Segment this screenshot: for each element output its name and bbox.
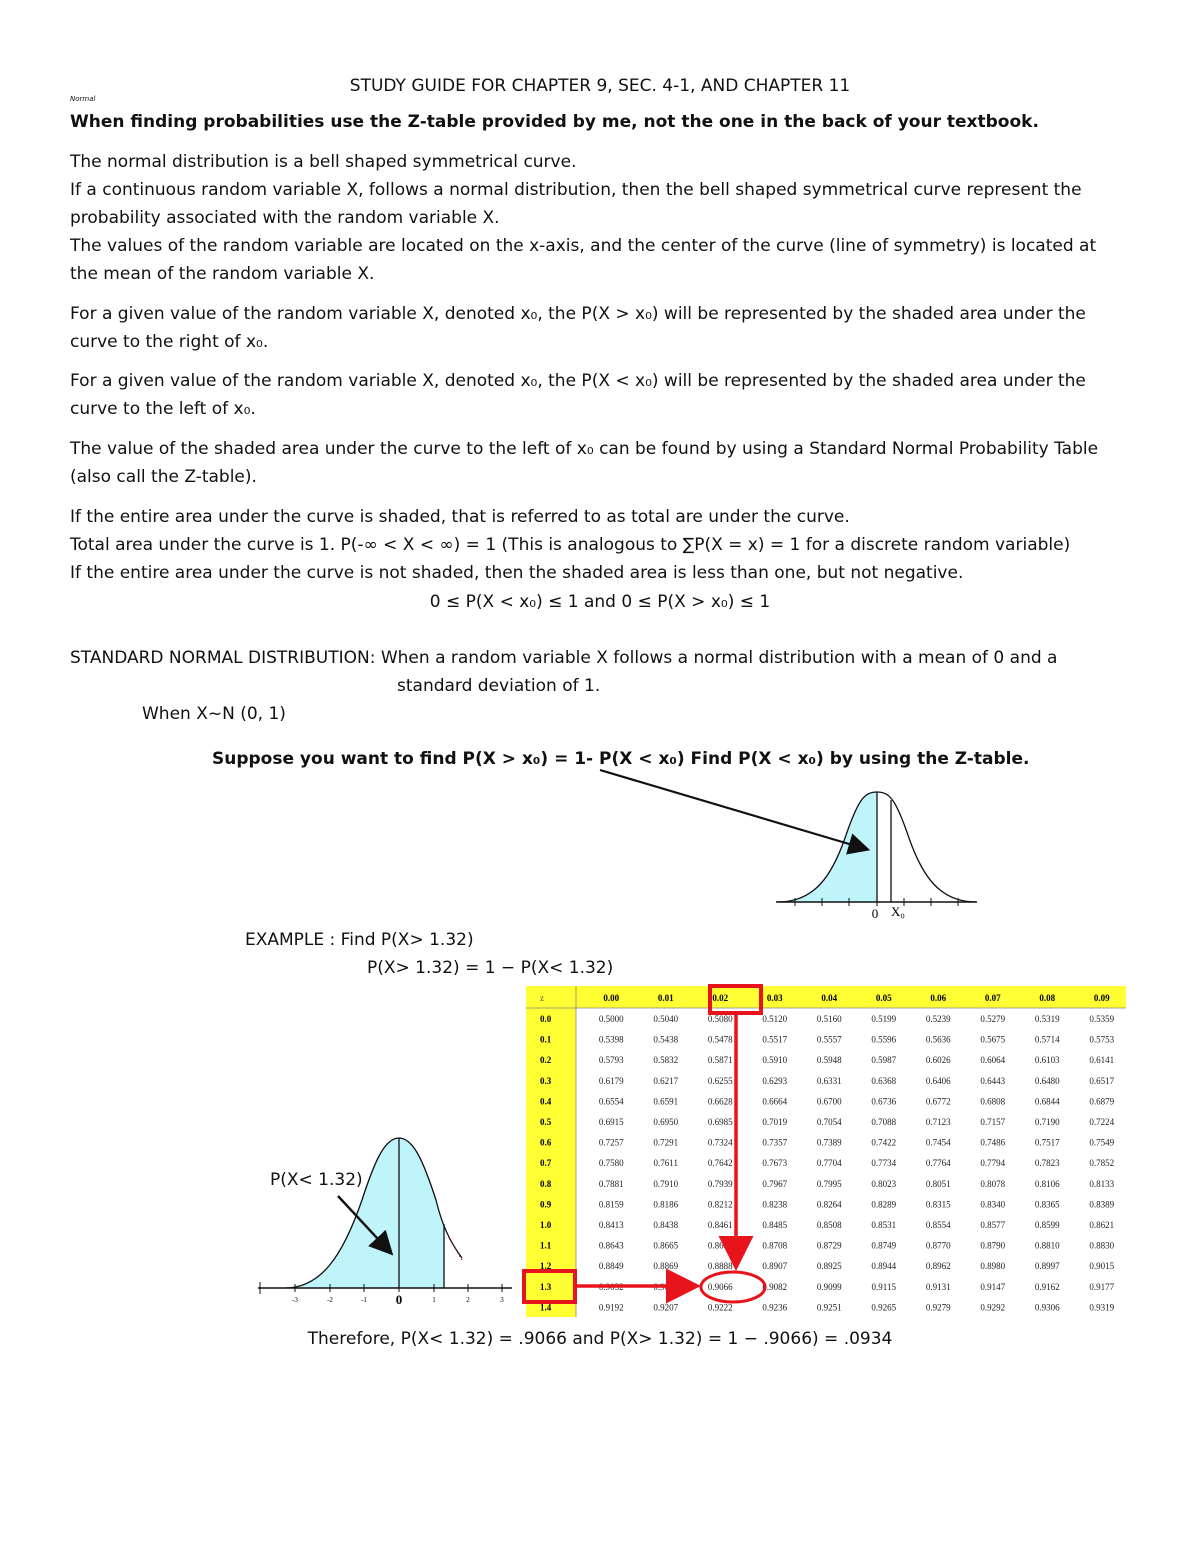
z-table-cell: 0.9292 xyxy=(980,1302,1006,1313)
z-table-cell: 0.8078 xyxy=(980,1178,1006,1189)
z-table-cell: 0.7704 xyxy=(816,1158,842,1169)
z-table-cell: 0.9319 xyxy=(1089,1302,1115,1313)
para3-line: For a given value of the random variable X, denoted x₀, the P(X < x₀) will be represented by the shaded area under the xyxy=(70,371,1086,391)
z-table-cell: 0.7794 xyxy=(980,1158,1006,1169)
z-table-column-header: 0.00 xyxy=(603,993,620,1003)
z-table-cell: 0.5040 xyxy=(653,1014,679,1024)
z-table-cell: 0.7910 xyxy=(653,1178,679,1189)
curve2-tick-label: -3 xyxy=(292,1296,298,1304)
distribution-notation: When X~N (0, 1) xyxy=(142,704,286,724)
z-table-cell: 0.9265 xyxy=(871,1302,897,1313)
z-table-cell: 0.9015 xyxy=(1089,1261,1115,1272)
z-table-cell: 0.9147 xyxy=(980,1281,1006,1292)
z-table-row-header: 0.6 xyxy=(540,1137,552,1148)
z-table-cell: 0.7852 xyxy=(1089,1158,1115,1169)
curve1-x0-label: X₀ xyxy=(891,904,905,919)
z-table-cell: 0.7054 xyxy=(816,1117,842,1127)
z-table-cell: 0.8621 xyxy=(1089,1220,1115,1230)
z-table-cell: 0.7291 xyxy=(653,1137,679,1148)
z-table-cell: 0.7823 xyxy=(1034,1158,1060,1169)
z-table-cell: 0.6915 xyxy=(598,1117,624,1127)
conclusion-text: Therefore, P(X< 1.32) = .9066 and P(X> 1.32) = 1 − .9066) = .0934 xyxy=(307,1329,893,1349)
suppose-text: Suppose you want to find P(X > x₀) = 1- P(X < x₀) Find P(X < x₀) by using the Z-table. xyxy=(212,749,1030,769)
example-equation: P(X> 1.32) = 1 − P(X< 1.32) xyxy=(367,958,614,978)
para1-line: If a continuous random variable X, follows a normal distribution, then the bell shaped symmetrical curve represent the xyxy=(70,180,1082,200)
z-table-cell: 0.7764 xyxy=(925,1158,951,1169)
style-label: Normal xyxy=(70,95,96,103)
z-table-cell: 0.7995 xyxy=(816,1178,842,1189)
z-table-cell: 0.6368 xyxy=(871,1075,897,1086)
z-table-cell: 0.6443 xyxy=(980,1075,1006,1086)
z-table-cell: 0.5910 xyxy=(762,1055,788,1066)
z-table-cell: 0.8925 xyxy=(816,1261,842,1272)
curve1-pointer-arrow xyxy=(600,770,866,849)
normal-curve-left-tail-figure xyxy=(250,1130,520,1315)
z-table-cell: 0.8599 xyxy=(1034,1220,1060,1230)
z-table-cell: 0.6026 xyxy=(925,1055,951,1066)
z-table-cell: 0.5239 xyxy=(925,1014,951,1024)
para4-line: (also call the Z-table). xyxy=(70,467,257,487)
z-table-cell: 0.7642 xyxy=(707,1158,733,1169)
para1-line: The values of the random variable are located on the x-axis, and the center of the curve (line of symmetry) is located at xyxy=(70,236,1097,256)
z-table-cell: 0.7224 xyxy=(1089,1117,1115,1127)
z-table-row-header: 1.2 xyxy=(540,1261,552,1272)
z-table-cell: 0.5319 xyxy=(1034,1014,1060,1024)
z-table-row-header: 0.2 xyxy=(540,1055,552,1066)
z-table-cell: 0.7517 xyxy=(1034,1137,1060,1148)
z-table-corner-label: z xyxy=(540,993,544,1003)
z-table-cell: 0.5000 xyxy=(598,1014,624,1024)
z-table-cell: 0.5080 xyxy=(707,1014,733,1024)
z-table-cell: 0.6736 xyxy=(871,1096,897,1107)
z-table-cell: 0.5478 xyxy=(707,1034,733,1045)
z-table-cell: 0.8869 xyxy=(653,1261,679,1272)
z-table-cell: 0.8186 xyxy=(653,1199,679,1210)
z-table-cell: 0.6664 xyxy=(762,1096,788,1107)
z-table-cell: 0.7157 xyxy=(980,1117,1006,1127)
z-table-cell: 0.6255 xyxy=(707,1075,733,1086)
z-table-cell: 0.5438 xyxy=(653,1034,679,1045)
z-table-cell: 0.7257 xyxy=(598,1137,624,1148)
z-table-cell: 0.8888 xyxy=(707,1261,733,1272)
z-table-cell: 0.8238 xyxy=(762,1199,788,1210)
z-table-cell: 0.6879 xyxy=(1089,1096,1115,1107)
inequality-line: 0 ≤ P(X < x₀) ≤ 1 and 0 ≤ P(X > x₀) ≤ 1 xyxy=(429,592,771,612)
curve2-tick-label: -2 xyxy=(327,1296,333,1304)
z-table-cell: 0.5279 xyxy=(980,1014,1006,1024)
z-table-cell: 0.6700 xyxy=(816,1096,842,1107)
z-table-cell: 0.5793 xyxy=(598,1055,624,1066)
instruction-text: When finding probabilities use the Z-table provided by me, not the one in the back of your textbook. xyxy=(70,112,1039,132)
z-table-cell: 0.7357 xyxy=(762,1137,788,1148)
z-table-cell: 0.8508 xyxy=(816,1220,842,1230)
z-table-cell: 0.8531 xyxy=(871,1220,897,1230)
z-table xyxy=(526,986,1126,1313)
para3-line: curve to the left of x₀. xyxy=(70,399,256,419)
z-table-cell: 0.7611 xyxy=(653,1158,678,1169)
z-table-cell: 0.6844 xyxy=(1034,1096,1060,1107)
z-table-cell: 0.5199 xyxy=(871,1014,897,1024)
z-table-column-header: 0.07 xyxy=(984,993,1001,1003)
z-table-cell: 0.8106 xyxy=(1034,1178,1060,1189)
z-table-cell: 0.8810 xyxy=(1034,1240,1060,1251)
z-table-cell: 0.9192 xyxy=(598,1302,624,1313)
z-table-cell: 0.9115 xyxy=(871,1281,896,1292)
z-table-row-header: 1.0 xyxy=(540,1220,552,1230)
z-table-cell: 0.8389 xyxy=(1089,1199,1115,1210)
z-table-cell: 0.8159 xyxy=(598,1199,624,1210)
z-table-cell: 0.5398 xyxy=(598,1034,624,1045)
z-table-cell: 0.8849 xyxy=(598,1261,624,1272)
z-table-cell: 0.6141 xyxy=(1089,1055,1115,1066)
z-table-cell: 0.8749 xyxy=(871,1240,897,1251)
para1-line: the mean of the random variable X. xyxy=(70,264,375,284)
z-table-grid xyxy=(526,986,1126,1313)
example-title: EXAMPLE : Find P(X> 1.32) xyxy=(245,930,474,950)
z-table-cell: 0.8643 xyxy=(598,1240,624,1251)
z-table-cell: 0.6591 xyxy=(653,1096,679,1107)
z-table-cell: 0.5753 xyxy=(1089,1034,1115,1045)
curve2-tick-label: 3 xyxy=(500,1296,504,1304)
curve2-shaded-area xyxy=(285,1138,444,1288)
z-table-cell: 0.8133 xyxy=(1089,1178,1115,1189)
para2-line: curve to the right of x₀. xyxy=(70,332,269,352)
z-table-cell: 0.8289 xyxy=(871,1199,897,1210)
curve2-tick-label: -1 xyxy=(361,1296,367,1304)
z-table-cell: 0.8461 xyxy=(707,1220,733,1230)
z-table-cell: 0.8997 xyxy=(1034,1261,1060,1272)
z-table-column-header: 0.09 xyxy=(1093,993,1110,1003)
z-table-cell: 0.6064 xyxy=(980,1055,1006,1066)
z-table-cell: 0.8830 xyxy=(1089,1240,1115,1251)
z-table-cell: 0.5987 xyxy=(871,1055,897,1066)
z-table-cell: 0.8023 xyxy=(871,1178,897,1189)
z-table-cell: 0.7549 xyxy=(1089,1137,1115,1148)
z-table-cell: 0.7422 xyxy=(871,1137,897,1148)
z-table-cell: 0.8413 xyxy=(598,1220,624,1230)
z-table-cell: 0.9066 xyxy=(707,1281,733,1292)
z-table-cell: 0.8708 xyxy=(762,1240,788,1251)
z-table-cell: 0.9099 xyxy=(816,1281,842,1292)
z-table-cell: 0.9162 xyxy=(1034,1281,1060,1292)
z-table-cell: 0.8340 xyxy=(980,1199,1006,1210)
para4-line: The value of the shaded area under the curve to the left of x₀ can be found by using a Standard Normal Probability Table xyxy=(70,439,1099,459)
z-table-cell: 0.6331 xyxy=(816,1075,842,1086)
z-table-cell: 0.9131 xyxy=(925,1281,951,1292)
z-table-column-header: 0.06 xyxy=(930,993,947,1003)
z-table-cell: 0.7190 xyxy=(1034,1117,1060,1127)
z-table-row-header: 1.3 xyxy=(540,1281,552,1292)
z-table-column-header: 0.03 xyxy=(766,993,783,1003)
z-table-cell: 0.6772 xyxy=(925,1096,951,1107)
z-table-column-header: 0.01 xyxy=(657,993,674,1003)
z-table-row-header: 0.4 xyxy=(540,1096,552,1107)
z-table-cell: 0.8315 xyxy=(925,1199,951,1210)
z-table-cell: 0.6517 xyxy=(1089,1075,1115,1086)
z-table-cell: 0.8665 xyxy=(653,1240,679,1251)
z-table-cell: 0.9222 xyxy=(707,1302,733,1313)
z-table-cell: 0.5557 xyxy=(816,1034,842,1045)
z-table-cell: 0.5517 xyxy=(762,1034,788,1045)
z-table-cell: 0.8264 xyxy=(816,1199,842,1210)
para1-line: The normal distribution is a bell shaped symmetrical curve. xyxy=(70,152,577,172)
z-table-cell: 0.7088 xyxy=(871,1117,897,1127)
z-table-cell: 0.6628 xyxy=(707,1096,733,1107)
z-table-row-header: 0.5 xyxy=(540,1117,552,1127)
z-table-cell: 0.6179 xyxy=(598,1075,624,1086)
z-table-row-header: 0.9 xyxy=(540,1199,552,1210)
z-table-cell: 0.5636 xyxy=(925,1034,951,1045)
z-table-cell: 0.9082 xyxy=(762,1281,788,1292)
z-table-cell: 0.5596 xyxy=(871,1034,897,1045)
z-table-cell: 0.6480 xyxy=(1034,1075,1060,1086)
z-table-cell: 0.9251 xyxy=(816,1302,842,1313)
z-table-cell: 0.8980 xyxy=(980,1261,1006,1272)
z-table-cell: 0.5160 xyxy=(816,1014,842,1024)
z-table-cell: 0.8212 xyxy=(707,1199,733,1210)
z-table-cell: 0.7324 xyxy=(707,1137,733,1148)
z-table-cell: 0.6985 xyxy=(707,1117,733,1127)
z-table-cell: 0.6950 xyxy=(653,1117,679,1127)
std-normal-definition: STANDARD NORMAL DISTRIBUTION: When a random variable X follows a normal distribution with a mean of 0 and a xyxy=(70,648,1058,668)
z-table-cell: 0.5359 xyxy=(1089,1014,1115,1024)
z-table-cell: 0.7939 xyxy=(707,1178,733,1189)
z-table-cell: 0.9279 xyxy=(925,1302,951,1313)
z-table-cell: 0.7881 xyxy=(598,1178,624,1189)
curve2-tick-label: 2 xyxy=(466,1296,470,1304)
std-normal-definition-cont: standard deviation of 1. xyxy=(397,676,601,696)
curve1-zero-label: 0 xyxy=(871,906,879,921)
z-table-cell: 0.8729 xyxy=(816,1240,842,1251)
z-table-cell: 0.7123 xyxy=(925,1117,951,1127)
z-table-cell: 0.9207 xyxy=(653,1302,679,1313)
z-table-cell: 0.8962 xyxy=(925,1261,951,1272)
z-table-cell: 0.7734 xyxy=(871,1158,897,1169)
z-table-cell: 0.8686 xyxy=(707,1240,733,1251)
z-table-cell: 0.7967 xyxy=(762,1178,788,1189)
z-table-column-header: 0.02 xyxy=(712,993,729,1003)
z-table-cell: 0.6554 xyxy=(598,1096,624,1107)
z-table-cell: 0.5120 xyxy=(762,1014,788,1024)
curve2-tick-label: 1 xyxy=(432,1296,436,1304)
z-table-cell: 0.7580 xyxy=(598,1158,624,1169)
z-table-row-header: 0.0 xyxy=(540,1014,552,1024)
z-table-cell: 0.5832 xyxy=(653,1055,679,1066)
z-table-cell: 0.7019 xyxy=(762,1117,788,1127)
z-table-row-header: 0.3 xyxy=(540,1075,552,1086)
z-table-cell: 0.5871 xyxy=(707,1055,733,1066)
z-table-cell: 0.8770 xyxy=(925,1240,951,1251)
z-table-cell: 0.9177 xyxy=(1089,1281,1115,1292)
z-table-cell: 0.8944 xyxy=(871,1261,897,1272)
z-table-row-header: 0.7 xyxy=(540,1158,552,1169)
page-title: STUDY GUIDE FOR CHAPTER 9, SEC. 4-1, AND CHAPTER 11 xyxy=(349,76,851,96)
z-table-cell: 0.6808 xyxy=(980,1096,1006,1107)
z-table-row-header: 0.1 xyxy=(540,1034,552,1045)
z-table-cell: 0.8907 xyxy=(762,1261,788,1272)
curve2-zero-label: 0 xyxy=(395,1292,403,1307)
z-table-cell: 0.5714 xyxy=(1034,1034,1060,1045)
z-table-row-header: 1.1 xyxy=(540,1240,552,1251)
z-table-cell: 0.7454 xyxy=(925,1137,951,1148)
para5-line: If the entire area under the curve is not shaded, then the shaded area is less than one, but not negative. xyxy=(70,563,964,583)
z-table-cell: 0.8438 xyxy=(653,1220,679,1230)
curve2-probability-label: P(X< 1.32) xyxy=(270,1170,363,1190)
z-table-cell: 0.8577 xyxy=(980,1220,1006,1230)
para2-line: For a given value of the random variable X, denoted x₀, the P(X > x₀) will be represented by the shaded area under the xyxy=(70,304,1086,324)
para5-line: If the entire area under the curve is shaded, that is referred to as total are under the curve. xyxy=(70,507,850,527)
z-table-cell: 0.8790 xyxy=(980,1240,1006,1251)
z-table-cell: 0.7486 xyxy=(980,1137,1006,1148)
z-table-cell: 0.6406 xyxy=(925,1075,951,1086)
z-table-cell: 0.5675 xyxy=(980,1034,1006,1045)
z-table-cell: 0.8365 xyxy=(1034,1199,1060,1210)
z-table-cell: 0.7673 xyxy=(762,1158,788,1169)
z-table-cell: 0.9236 xyxy=(762,1302,788,1313)
z-table-cell: 0.9032 xyxy=(598,1281,624,1292)
z-table-column-header: 0.08 xyxy=(1039,993,1056,1003)
para5-line: Total area under the curve is 1. P(-∞ < X < ∞) = 1 (This is analogous to ∑P(X = x) = 1 for a discrete random variable) xyxy=(70,535,1071,555)
z-table-cell: 0.6293 xyxy=(762,1075,788,1086)
z-table-cell: 0.7389 xyxy=(816,1137,842,1148)
z-table-row-header: 0.8 xyxy=(540,1178,552,1189)
z-table-cell: 0.8485 xyxy=(762,1220,788,1230)
z-table-column-header: 0.04 xyxy=(821,993,838,1003)
z-table-cell: 0.8554 xyxy=(925,1220,951,1230)
para1-line: probability associated with the random variable X. xyxy=(70,208,500,228)
z-table-column-header: 0.05 xyxy=(875,993,892,1003)
z-table-cell: 0.5948 xyxy=(816,1055,842,1066)
z-table-cell: 0.9049 xyxy=(653,1281,679,1292)
z-table-row-header: 1.4 xyxy=(540,1302,552,1313)
z-table-cell: 0.6103 xyxy=(1034,1055,1060,1066)
z-table-cell: 0.9306 xyxy=(1034,1302,1060,1313)
z-table-cell: 0.6217 xyxy=(653,1075,679,1086)
z-table-cell: 0.8051 xyxy=(925,1178,951,1189)
